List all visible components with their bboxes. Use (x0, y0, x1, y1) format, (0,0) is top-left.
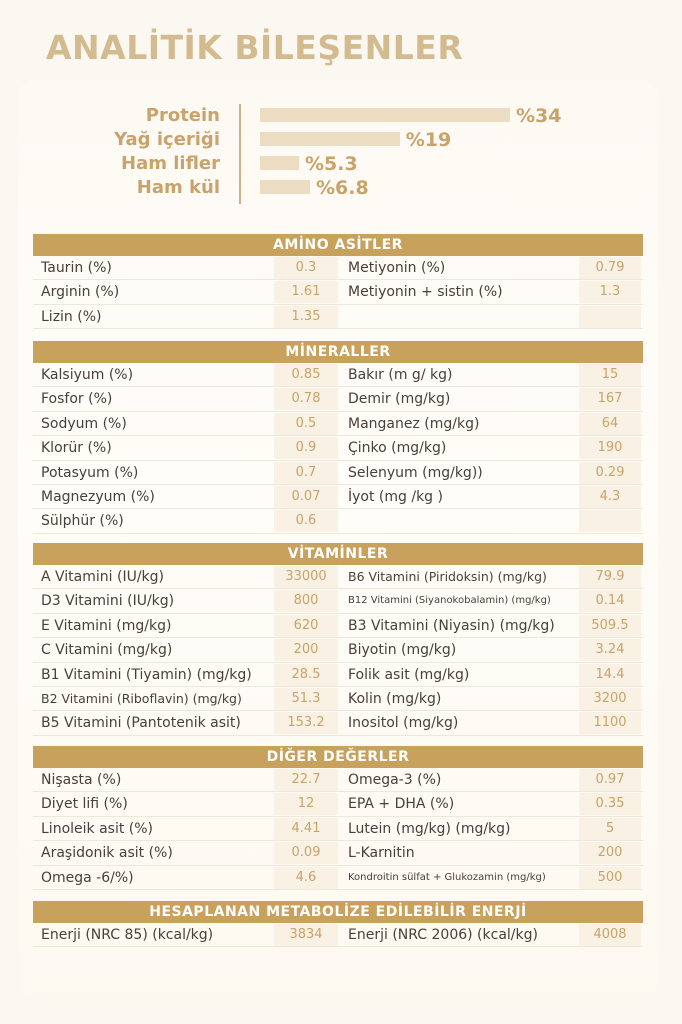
table-row (33, 614, 643, 638)
row-label: Nişasta (%) (41, 772, 122, 788)
row-value: 3.24 (579, 639, 641, 661)
row-label: Linoleik asit (%) (41, 820, 154, 837)
section-table (33, 234, 643, 329)
row-label: C Vitamini (mg/kg) (41, 642, 173, 659)
section-header: HESAPLANAN METABOLİZE EDİLEBİLİR ENERJİ (33, 901, 643, 923)
row-value: 5 (579, 818, 641, 840)
row-label: Klorür (%) (41, 440, 112, 457)
row-label: Metiyonin (%) (348, 260, 446, 276)
bars-divider (239, 104, 241, 204)
row-label: Enerji (NRC 85) (kcal/kg) (41, 927, 214, 943)
row-label: A Vitamini (IU/kg) (41, 569, 165, 585)
row-value: 0.35 (579, 793, 641, 815)
row-value: 3200 (579, 688, 641, 710)
table-row (33, 841, 643, 865)
table-row (33, 923, 643, 947)
section-header: MİNERALLER (33, 341, 643, 363)
table-row (33, 485, 643, 509)
bar-value: %6.8 (316, 177, 369, 199)
bar-row (0, 176, 682, 200)
table-row (33, 280, 643, 304)
table-row (33, 638, 643, 662)
row-label: İyot (mg /kg ) (348, 488, 443, 505)
row-value (579, 306, 641, 328)
row-value: 0.7 (274, 462, 338, 484)
table-row (33, 305, 643, 329)
row-label: Diyet lifi (%) (41, 796, 128, 813)
row-value: 509.5 (579, 615, 641, 637)
row-label: B12 Vitamini (Siyanokobalamin) (mg/kg) (348, 595, 551, 607)
row-label: Araşidonik asit (%) (41, 845, 173, 862)
row-value: 800 (274, 590, 338, 612)
row-label: Kolin (mg/kg) (348, 690, 442, 707)
row-label: Omega -6/%) (41, 869, 134, 886)
bar-label: Protein (145, 105, 220, 126)
row-value: 200 (274, 639, 338, 661)
row-label: B3 Vitamini (Niyasin) (mg/kg) (348, 617, 555, 634)
row-value: 51.3 (274, 688, 338, 710)
row-value: 4.3 (579, 486, 641, 508)
row-value: 0.14 (579, 590, 641, 612)
row-label: Kondroitin sülfat + Glukozamin (mg/kg) (348, 871, 546, 883)
row-value: 4.6 (274, 867, 338, 889)
row-label: Potasyum (%) (41, 464, 139, 481)
table-row (33, 565, 643, 589)
section-header: DİĞER DEĞERLER (33, 746, 643, 768)
row-value: 1.3 (579, 281, 641, 303)
bar-fill (260, 180, 310, 194)
row-value: 0.78 (274, 388, 338, 410)
row-value: 200 (579, 842, 641, 864)
row-value: 0.79 (579, 257, 641, 279)
row-value: 79.9 (579, 566, 641, 588)
page-title: ANALİTİK BİLEŞENLER (46, 28, 464, 67)
row-value: 167 (579, 388, 641, 410)
row-value: 0.6 (274, 510, 338, 532)
row-label: Sodyum (%) (41, 415, 127, 432)
bar-value: %5.3 (304, 153, 358, 175)
bar-value: %34 (516, 105, 562, 127)
row-value: 14.4 (579, 664, 641, 686)
row-value: 64 (579, 413, 641, 435)
bar-row (0, 128, 682, 152)
composition-bars (0, 104, 682, 204)
row-value: 620 (274, 615, 338, 637)
section-table (33, 901, 643, 947)
row-value: 22.7 (274, 769, 338, 791)
bar-label: Ham lifler (121, 153, 220, 174)
row-label: Taurin (%) (41, 260, 112, 276)
bar-fill (260, 132, 400, 146)
section-table (33, 746, 643, 890)
section-header: VİTAMİNLER (33, 543, 643, 565)
row-label: Selenyum (mg/kg)) (348, 464, 483, 481)
bar-label: Ham kül (136, 177, 220, 198)
bar-row (0, 152, 682, 176)
section-header: AMİNO ASİTLER (33, 234, 643, 256)
row-label: Arginin (%) (41, 284, 120, 301)
row-label: Metiyonin + sistin (%) (348, 284, 503, 301)
row-label: EPA + DHA (%) (348, 796, 455, 813)
row-label: B6 Vitamini (Piridoksin) (mg/kg) (348, 569, 547, 584)
section-table (33, 341, 643, 534)
row-value: 1.61 (274, 281, 338, 303)
row-value: 12 (274, 793, 338, 815)
row-label: Kalsiyum (%) (41, 367, 134, 383)
table-row (33, 461, 643, 485)
row-label: Demir (mg/kg) (348, 391, 451, 408)
row-value: 153.2 (274, 712, 338, 734)
row-value: 0.5 (274, 413, 338, 435)
row-label: Çinko (mg/kg) (348, 440, 447, 457)
row-value: 4.41 (274, 818, 338, 840)
section-table (33, 543, 643, 736)
row-label: E Vitamini (mg/kg) (41, 617, 172, 634)
table-row (33, 817, 643, 841)
row-label: Sülphür (%) (41, 513, 124, 530)
row-label: Manganez (mg/kg) (348, 415, 480, 432)
row-label: B2 Vitamini (Riboflavin) (mg/kg) (41, 690, 242, 706)
row-value: 28.5 (274, 664, 338, 686)
bar-label: Yağ içeriği (114, 129, 220, 150)
row-value: 3834 (274, 924, 338, 946)
table-row (33, 687, 643, 711)
table-row (33, 256, 643, 280)
table-row (33, 589, 643, 613)
row-value: 1.35 (274, 306, 338, 328)
row-value: 1100 (579, 712, 641, 734)
table-row (33, 387, 643, 411)
row-value: 0.3 (274, 257, 338, 279)
row-value: 33000 (274, 566, 338, 588)
bar-row (0, 104, 682, 128)
table-row (33, 792, 643, 816)
row-label: Bakır (m g/ kg) (348, 367, 453, 383)
row-value: 4008 (579, 924, 641, 946)
row-label: Biyotin (mg/kg) (348, 642, 457, 659)
row-value: 0.29 (579, 462, 641, 484)
row-value: 15 (579, 364, 641, 386)
bar-fill (260, 156, 299, 170)
row-label: Lutein (mg/kg) (mg/kg) (348, 820, 511, 837)
table-row (33, 768, 643, 792)
row-label: B1 Vitamini (Tiyamin) (mg/kg) (41, 666, 252, 683)
bar-fill (260, 108, 510, 122)
table-row (33, 866, 643, 890)
row-label: Enerji (NRC 2006) (kcal/kg) (348, 927, 538, 943)
row-label: Folik asit (mg/kg) (348, 666, 470, 683)
row-label: Omega-3 (%) (348, 772, 442, 788)
row-label: Inositol (mg/kg) (348, 715, 459, 732)
table-row (33, 363, 643, 387)
row-value: 0.9 (274, 437, 338, 459)
row-value: 0.07 (274, 486, 338, 508)
row-value: 500 (579, 867, 641, 889)
row-label: Lizin (%) (41, 308, 102, 325)
row-value: 0.09 (274, 842, 338, 864)
table-row (33, 663, 643, 687)
row-label: B5 Vitamini (Pantotenik asit) (41, 715, 241, 732)
table-row (33, 509, 643, 533)
row-label: D3 Vitamini (IU/kg) (41, 593, 175, 610)
table-row (33, 436, 643, 460)
row-value (579, 510, 641, 532)
row-label: L-Karnitin (348, 845, 415, 862)
row-value: 0.85 (274, 364, 338, 386)
bar-value: %19 (405, 129, 452, 151)
table-row (33, 412, 643, 436)
table-row (33, 711, 643, 735)
row-value: 190 (579, 437, 641, 459)
row-label: Fosfor (%) (41, 391, 113, 408)
row-value: 0.97 (579, 769, 641, 791)
row-label: Magnezyum (%) (41, 488, 155, 505)
